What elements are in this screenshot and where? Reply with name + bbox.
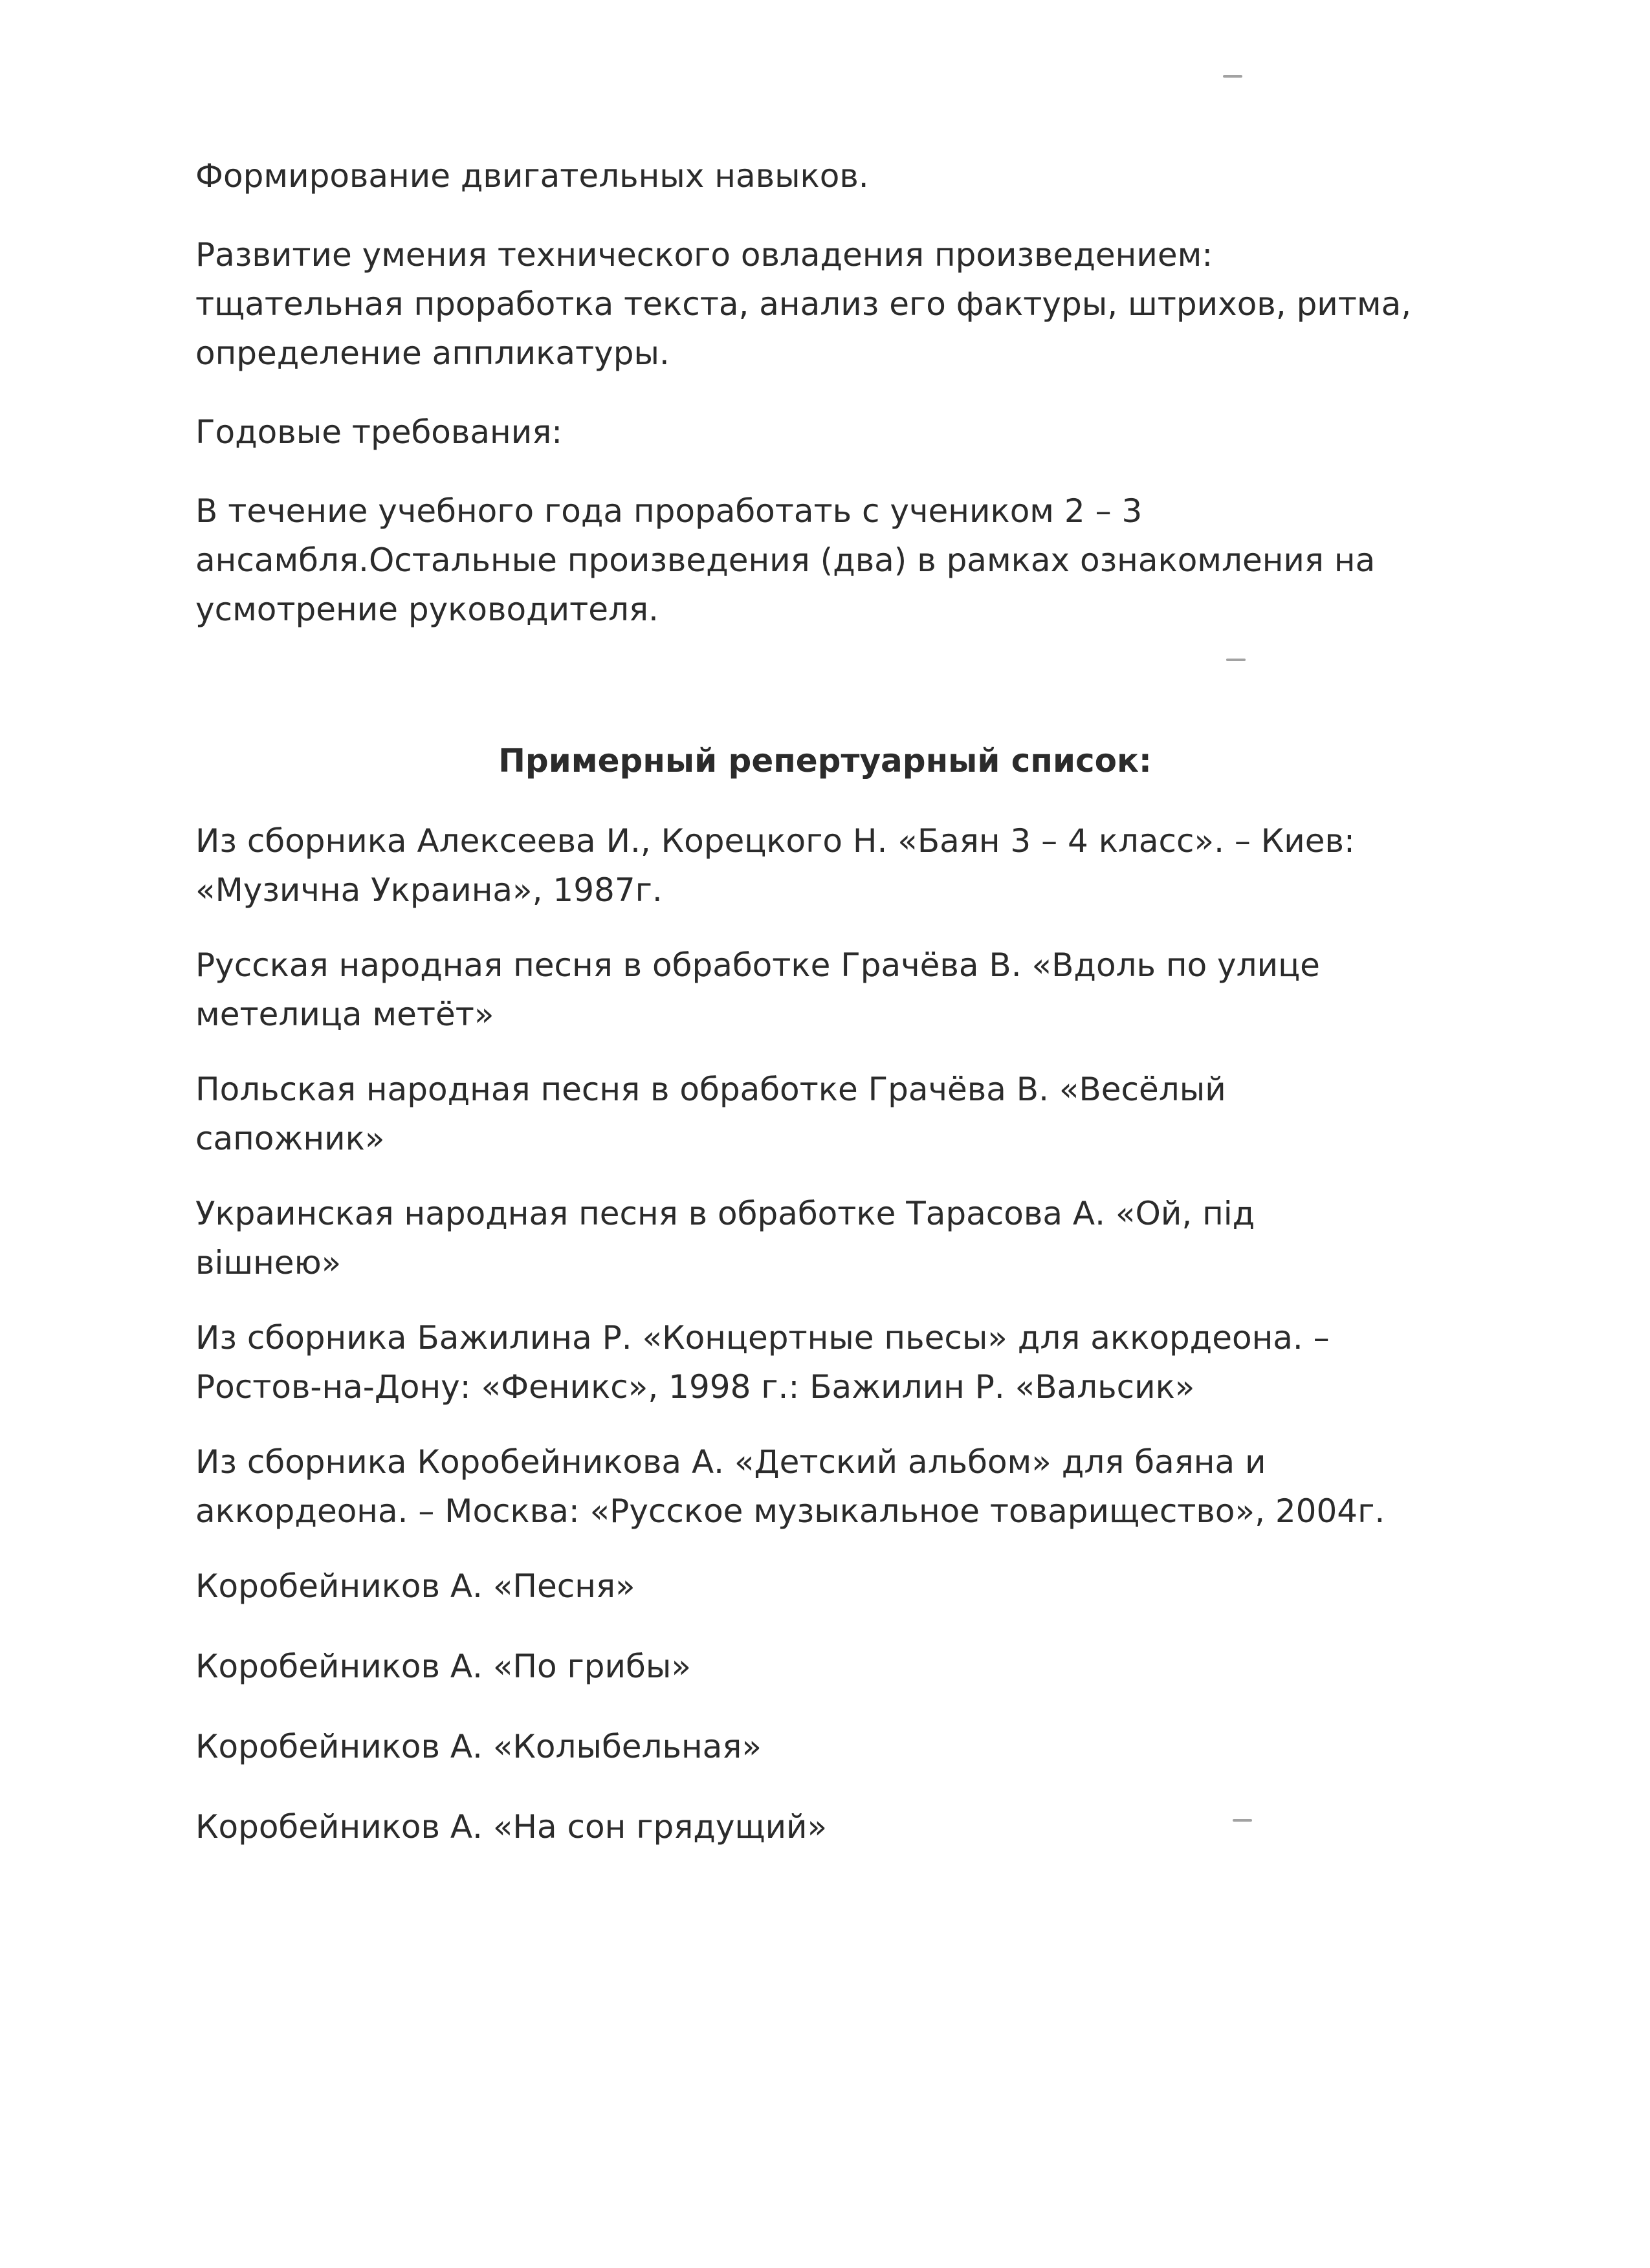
repertoire-item [195, 1065, 1561, 1163]
text-line: вішнею» [195, 1244, 342, 1281]
text-line: Украинская народная песня в обработке Тарасова А. «Ой, під [195, 1195, 1255, 1232]
text-line: метелица метёт» [195, 996, 494, 1033]
repertoire-item [195, 1189, 1561, 1287]
text-line: определение аппликатуры. [195, 334, 670, 372]
paragraph-academic-year [195, 486, 1561, 634]
text-line: Из сборника Коробейникова А. «Детский альбом» для баяна и [195, 1443, 1266, 1481]
text-line: усмотрение руководителя. [195, 591, 659, 628]
text-line: аккордеона. – Москва: «Русское музыкальное товарищество», 2004г. [195, 1492, 1385, 1530]
text-line: «Музична Украина», 1987г. [195, 871, 663, 909]
repertoire-item [195, 941, 1561, 1039]
repertoire-item [195, 816, 1561, 915]
text-line: Русская народная песня в обработке Грачёва В. «Вдоль по улице [195, 946, 1320, 984]
text-line: Из сборника Бажилина Р. «Концертные пьесы» для аккордеона. – [195, 1319, 1330, 1357]
paragraph-annual-requirements [195, 408, 1561, 457]
scan-speck [1226, 659, 1246, 661]
text-line: Из сборника Алексеева И., Корецкого Н. «Баян 3 – 4 класс». – Киев: [195, 822, 1355, 860]
text-line: ансамбля.Остальные произведения (два) в рамках ознакомления на [195, 541, 1376, 579]
text-line: Коробейников А. «По грибы» [195, 1648, 691, 1685]
repertoire-item [195, 1722, 1561, 1771]
paragraph-technical-mastery [195, 230, 1561, 378]
text-line: Развитие умения технического овладения произведением: [195, 236, 1213, 274]
repertoire-item [195, 1562, 1561, 1611]
repertoire-item [195, 1642, 1561, 1691]
text-line: Коробейников А. «Песня» [195, 1567, 635, 1605]
text-line: Годовые требования: [195, 413, 563, 451]
text-line: Ростов-на-Дону: «Феникс», 1998 г.: Бажилин Р. «Вальсик» [195, 1368, 1195, 1406]
text-line: сапожник» [195, 1120, 385, 1157]
text-line: Коробейников А. «На сон грядущий» [195, 1808, 828, 1846]
repertoire-heading: Примерный репертуарный список: [498, 742, 1152, 780]
text-line: тщательная проработка текста, анализ его фактуры, штрихов, ритма, [195, 285, 1412, 323]
text-line: Коробейников А. «Колыбельная» [195, 1728, 762, 1765]
repertoire-item [195, 1313, 1561, 1412]
repertoire-item [195, 1437, 1561, 1536]
repertoire-item [195, 1802, 1561, 1851]
scan-speck [1223, 75, 1242, 78]
text-line: Польская народная песня в обработке Грачёва В. «Весёлый [195, 1071, 1226, 1108]
paragraph-motor-skills [195, 151, 1561, 201]
text-line: В течение учебного года проработать с учеником 2 – 3 [195, 492, 1143, 530]
text-line: Формирование двигательных навыков. [195, 157, 869, 195]
